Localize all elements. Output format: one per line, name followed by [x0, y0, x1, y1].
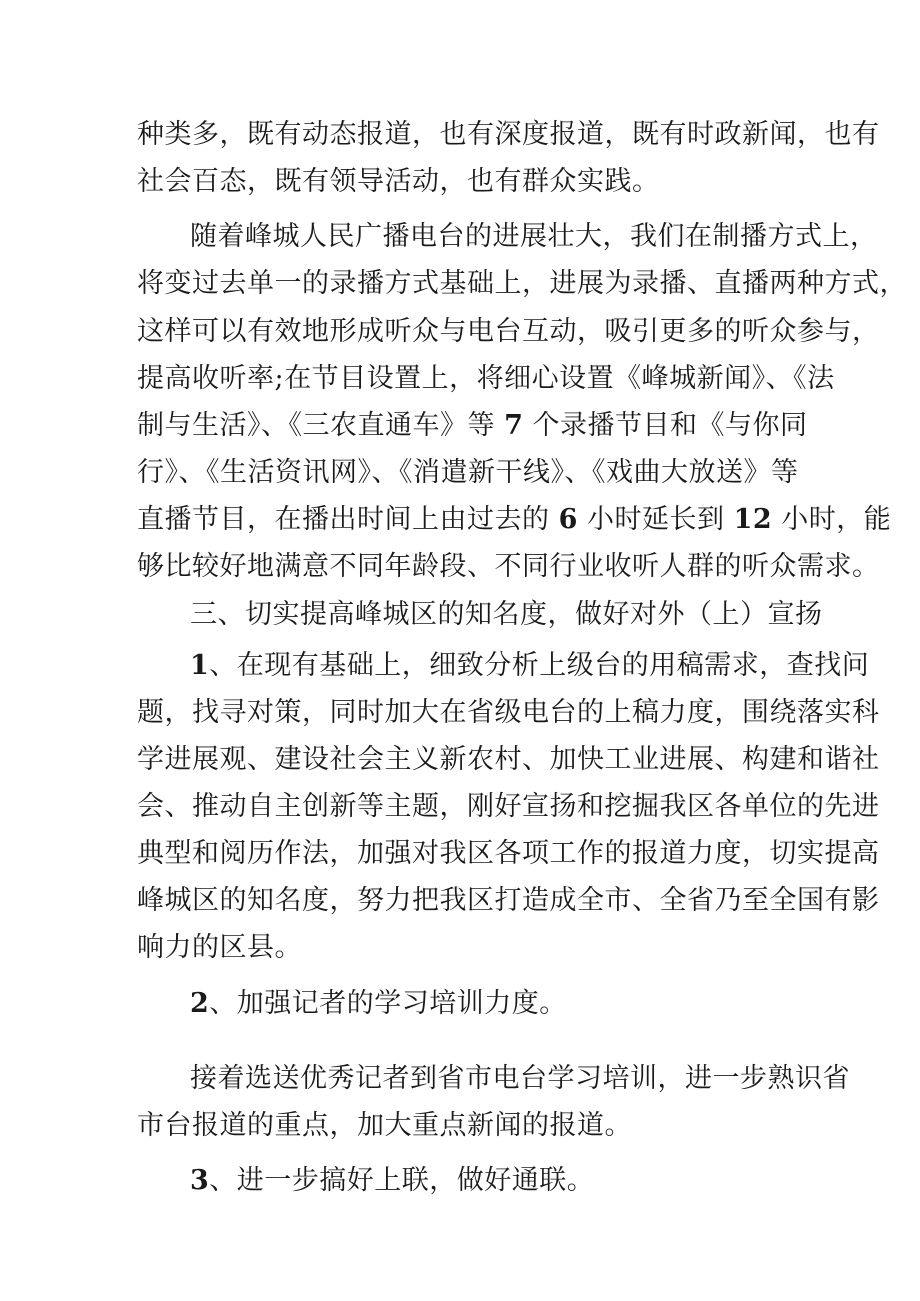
item-3-number: 3	[190, 1165, 210, 1196]
paragraph-2-line-7-text-a: 直播节目，在播出时间上由过去的	[137, 504, 550, 535]
paragraph-2-line-7-text-c: 小时，能	[781, 504, 892, 535]
paragraph-2-line-2: 将变过去单一的录播方式基础上，进展为录播、直播两种方式，	[137, 268, 907, 299]
item-1-line-3: 学进展观、建设社会主义新农村、加快工业进展、构建和谐社	[137, 744, 880, 775]
item-2	[190, 986, 567, 1022]
item-2-number: 2	[190, 988, 210, 1019]
paragraph-2-line-4: 提高收听率;在节目设置上，将细心设置《峰城新闻》、《法	[137, 363, 835, 394]
item-2-text: 、加强记者的学习培训力度。	[209, 988, 567, 1019]
paragraph-next-line-2: 市台报道的重点，加大重点新闻的报道。	[137, 1110, 632, 1141]
paragraph-2-line-5-text-a: 制与生活》、《三农直通车》等	[137, 410, 495, 441]
item-1-line-4: 会、推动自主创新等主题，刚好宣扬和挖掘我区各单位的先进	[137, 791, 880, 822]
paragraph-2-line-6: 行》、《生活资讯网》、《消遣新干线》、《戏曲大放送》等	[137, 457, 799, 488]
paragraph-2-line-8: 够比较好地满意不同年龄段、不同行业收听人群的听众需求。	[137, 551, 880, 582]
paragraph-2-line-3: 这样可以有效地形成听众与电台互动，吸引更多的听众参与，	[137, 316, 880, 347]
section-3-heading: 三、切实提高峰城区的知名度，做好对外（上）宣扬	[190, 599, 823, 630]
item-1-number: 1	[190, 650, 210, 681]
item-1-line-1-text: 、在现有基础上，细致分析上级台的用稿需求，查找问	[209, 650, 870, 681]
paragraph-2-line-1: 随着峰城人民广播电台的进展壮大，我们在制播方式上，	[190, 221, 878, 252]
item-1-line-7: 响力的区县。	[137, 932, 302, 963]
paragraph-1-line-2: 社会百态，既有领导活动，也有群众实践。	[137, 166, 660, 197]
paragraph-2-line-5-text-b: 个录播节目和《与你同	[532, 410, 808, 441]
item-3	[190, 1163, 594, 1199]
paragraph-2-line-7-text-b: 小时延长到	[586, 504, 725, 535]
item-1-line-1	[190, 648, 869, 684]
item-3-text: 、进一步搞好上联，做好通联。	[209, 1165, 595, 1196]
old-hours-number: 6	[558, 504, 578, 535]
paragraph-2-line-7	[137, 502, 891, 538]
item-1-line-5: 典型和阅历作法，加强对我区各项工作的报道力度，切实提高	[137, 838, 880, 869]
item-1-line-2: 题，找寻对策，同时加大在省级电台的上稿力度，围绕落实科	[137, 697, 880, 728]
new-hours-number: 12	[733, 504, 773, 535]
paragraph-1-line-1: 种类多，既有动态报道，也有深度报道，既有时政新闻，也有	[137, 119, 880, 150]
program-count-number: 7	[504, 410, 524, 441]
item-1-line-6: 峰城区的知名度，努力把我区打造成全市、全省乃至全国有影	[137, 885, 880, 916]
paragraph-2-line-5	[137, 408, 807, 444]
paragraph-next-line-1: 接着选送优秀记者到省市电台学习培训，进一步熟识省	[190, 1063, 850, 1094]
